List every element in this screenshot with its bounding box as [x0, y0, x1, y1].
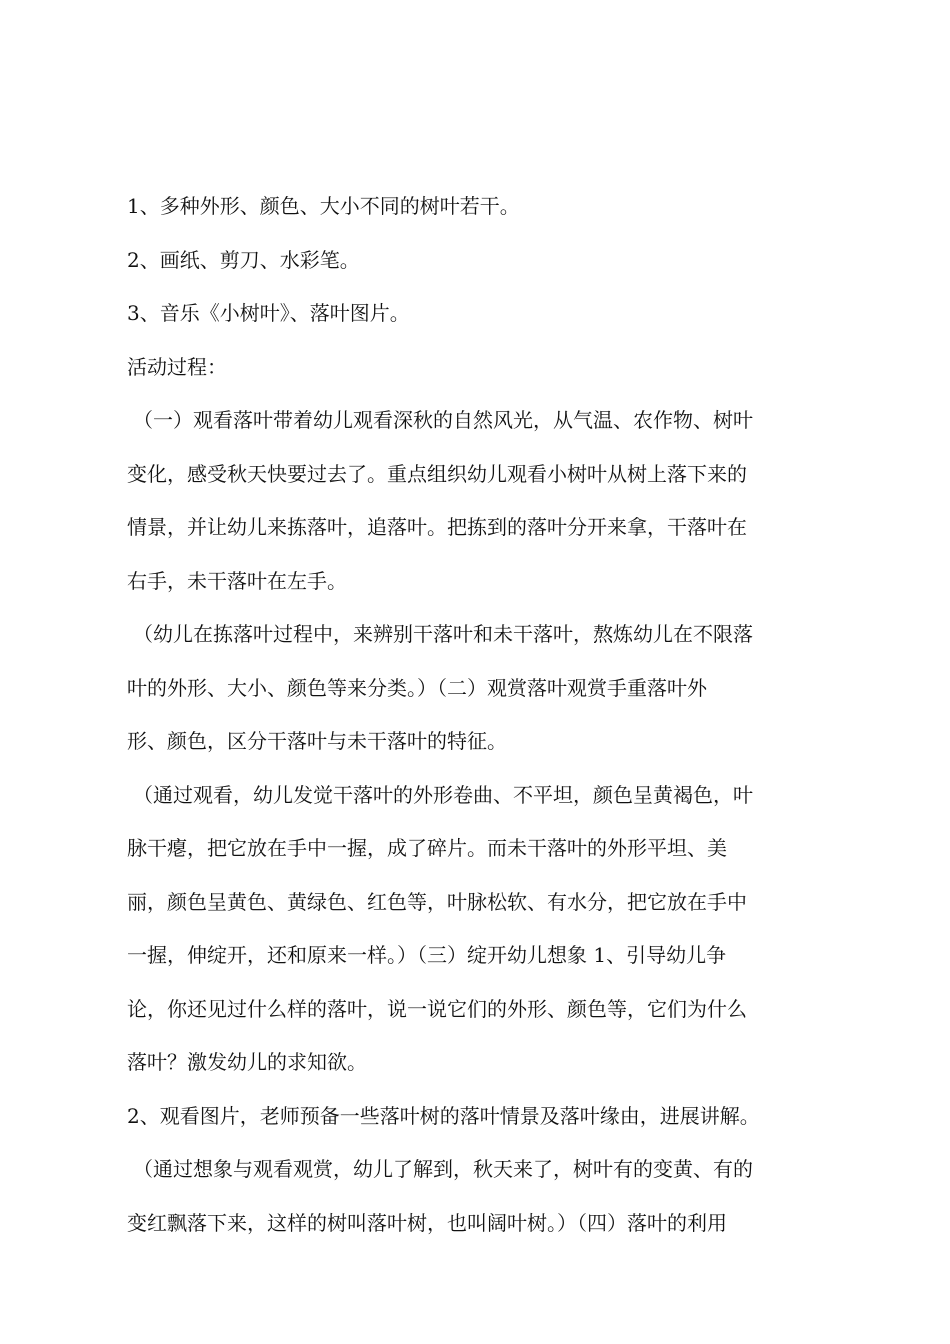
text-line: （一）观看落叶带着幼儿观看深秋的自然风光，从气温、农作物、树叶 — [133, 408, 753, 432]
text-line: 丽，颜色呈黄色、黄绿色、红色等，叶脉松软、有水分，把它放在手中 — [127, 889, 747, 914]
text-line: 2、画纸、剪刀、水彩笔。 — [127, 247, 360, 272]
text-line: 1、多种外形、颜色、大小不同的树叶若干。 — [127, 194, 520, 218]
text-line: 情景，并让幼儿来拣落叶，追落叶。把拣到的落叶分开来拿，干落叶在 — [127, 515, 747, 539]
text-line: 3、音乐《小树叶》、落叶图片。 — [127, 301, 410, 325]
text-line: 2、观看图片，老师预备一些落叶树的落叶情景及落叶缘由，进展讲解。 — [127, 1103, 760, 1128]
text-line: 右手，未干落叶在左手。 — [127, 568, 347, 593]
text-line: 变红飘落下来，这样的树叫落叶树，也叫阔叶树。）（四）落叶的利用 — [127, 1210, 727, 1235]
text-line: 一握，伸绽开，还和原来一样。）（三）绽开幼儿想象 1、引导幼儿争 — [127, 943, 727, 967]
text-line: （通过观看，幼儿发觉干落叶的外形卷曲、不平坦，颜色呈黄褐色，叶 — [133, 782, 753, 807]
text-line: 论，你还见过什么样的落叶，说一说它们的外形、颜色等，它们为什么 — [127, 996, 747, 1021]
text-line: 变化，感受秋天快要过去了。重点组织幼儿观看小树叶从树上落下来的 — [127, 461, 747, 486]
document-body — [127, 186, 833, 1256]
text-line: 叶的外形、大小、颜色等来分类。）（二）观赏落叶观赏手重落叶外 — [127, 675, 707, 700]
text-line: （通过想象与观看观赏，幼儿了解到，秋天来了，树叶有的变黄、有的 — [133, 1157, 753, 1181]
text-line: 形、颜色，区分干落叶与未干落叶的特征。 — [127, 729, 507, 753]
text-line: （幼儿在拣落叶过程中，来辨别干落叶和未干落叶，熬炼幼儿在不限落 — [133, 622, 753, 646]
text-line: 脉干瘪，把它放在手中一握，成了碎片。而未干落叶的外形平坦、美 — [127, 836, 727, 860]
section-heading: 活动过程： — [127, 354, 227, 379]
text-line: 落叶？激发幼儿的求知欲。 — [127, 1050, 367, 1074]
